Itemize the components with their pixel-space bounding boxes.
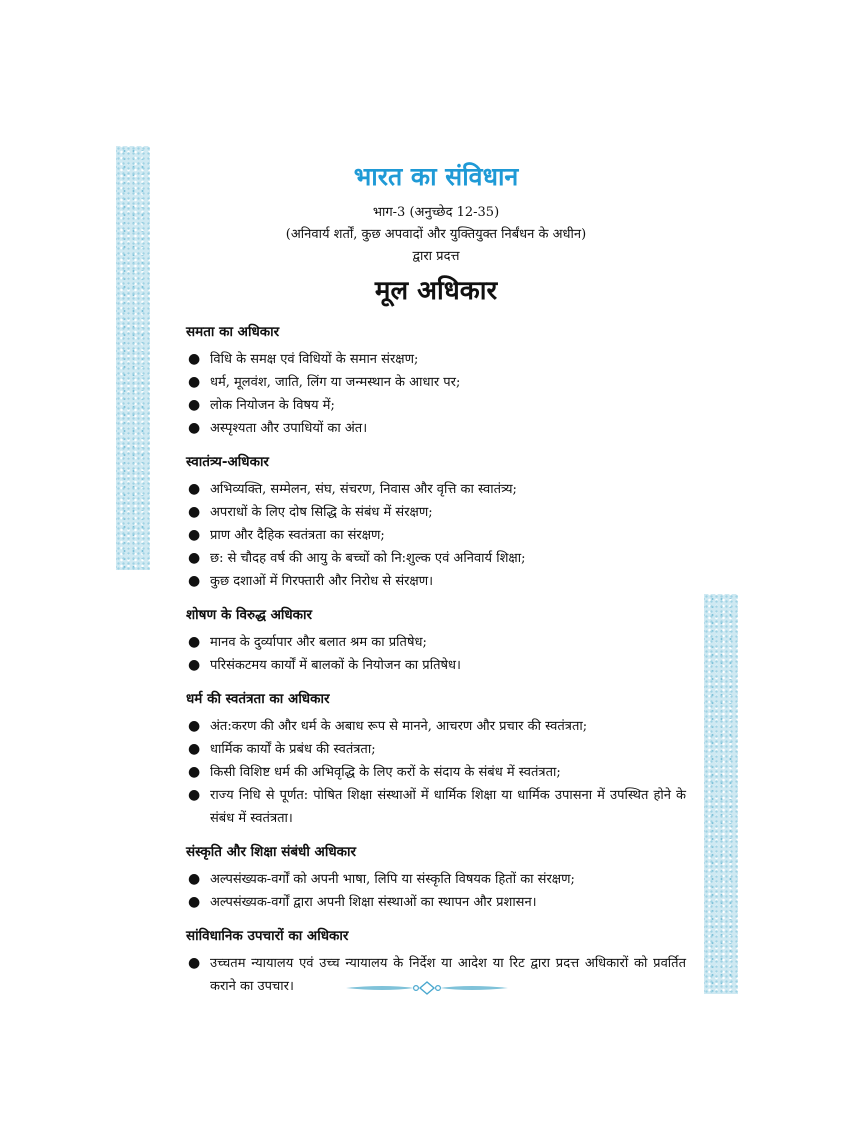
fundamental-rights-heading: मूल अधिकार (374, 276, 498, 306)
condition-note: (अनिवार्य शर्तों, कुछ अपवादों और युक्तियुक्त निर्बंधन के अधीन) (285, 227, 587, 242)
section-heading: स्वातंत्र्य-अधिकार (186, 454, 269, 470)
bullet-icon: ● (188, 787, 201, 803)
bullet-icon: ● (188, 481, 201, 497)
list-item-text: छ: से चौदह वर्ष की आयु के बच्चों को नि:शुल्क एवं अनिवार्य शिक्षा; (210, 551, 526, 566)
list-item (186, 524, 686, 547)
list-item (186, 761, 686, 784)
rights-list (186, 631, 686, 677)
list-item (186, 501, 686, 524)
list-item-text: राज्य निधि से पूर्णत: पोषित शिक्षा संस्थाओं में धार्मिक शिक्षा या धार्मिक उपासना में उपस्थित होने के संबंध में स्वतंत्रता। (210, 788, 686, 826)
list-item-text: परिसंकटमय कार्यों में बालकों के नियोजन का प्रतिषेध। (210, 658, 461, 673)
granted-by-text: द्वारा प्रदत्त (412, 249, 460, 264)
page-content (186, 160, 686, 1008)
list-item (186, 868, 686, 891)
rights-list (186, 478, 686, 593)
list-item (186, 547, 686, 570)
bullet-icon: ● (188, 741, 201, 757)
list-item (186, 417, 686, 440)
list-item (186, 570, 686, 593)
bullet-icon: ● (188, 397, 201, 413)
bullet-icon: ● (188, 955, 201, 971)
list-item (186, 654, 686, 677)
rights-sections (186, 320, 686, 998)
section-heading: संस्कृति और शिक्षा संबंधी अधिकार (186, 844, 357, 860)
section-heading: शोषण के विरुद्ध अधिकार (186, 607, 313, 623)
list-item (186, 348, 686, 371)
bullet-icon: ● (188, 634, 201, 650)
list-item-text: धर्म, मूलवंश, जाति, लिंग या जन्मस्थान के आधार पर; (210, 375, 461, 390)
list-item-text: अपराधों के लिए दोष सिद्धि के संबंध में संरक्षण; (210, 505, 433, 520)
bullet-icon: ● (188, 504, 201, 520)
decorative-strip-left (116, 146, 150, 570)
document-title: भारत का संविधान (353, 162, 519, 191)
list-item-text: किसी विशिष्ट धर्म की अभिवृद्धि के लिए करों के संदाय के संबंध में स्वतंत्रता; (210, 765, 561, 780)
list-item (186, 784, 686, 830)
part-reference: भाग-3 (अनुच्छेद 12-35) (372, 205, 500, 220)
list-item-text: अंत:करण की और धर्म के अबाध रूप से मानने, आचरण और प्रचार की स्वतंत्रता; (210, 719, 588, 734)
list-item-text: अस्पृश्यता और उपाधियों का अंत। (210, 421, 368, 436)
list-item (186, 371, 686, 394)
bullet-icon: ● (188, 718, 201, 734)
bullet-icon: ● (188, 871, 201, 887)
list-item (186, 738, 686, 761)
list-item-text: प्राण और दैहिक स्वतंत्रता का संरक्षण; (210, 528, 385, 543)
list-item (186, 631, 686, 654)
bullet-icon: ● (188, 527, 201, 543)
rights-list (186, 868, 686, 914)
rights-list (186, 348, 686, 440)
divider-ornament (344, 980, 510, 996)
list-item-text: लोक नियोजन के विषय में; (210, 398, 335, 413)
bullet-icon: ● (188, 764, 201, 780)
section-heading: सांविधानिक उपचारों का अधिकार (186, 928, 349, 944)
bullet-icon: ● (188, 573, 201, 589)
list-item-text: अल्पसंख्यक-वर्गों को अपनी भाषा, लिपि या संस्कृति विषयक हितों का संरक्षण; (210, 872, 575, 887)
list-item (186, 715, 686, 738)
list-item-text: अभिव्यक्ति, सम्मेलन, संघ, संचरण, निवास और वृत्ति का स्वातंत्र्य; (210, 482, 517, 497)
bullet-icon: ● (188, 351, 201, 367)
rights-list (186, 715, 686, 830)
list-item (186, 394, 686, 417)
section-heading: धर्म की स्वतंत्रता का अधिकार (186, 691, 330, 707)
bullet-icon: ● (188, 657, 201, 673)
bullet-icon: ● (188, 894, 201, 910)
section-heading: समता का अधिकार (186, 324, 280, 340)
list-item-text: उच्चतम न्यायालय एवं उच्च न्यायालय के निर्देश या आदेश या रिट द्वारा प्रदत्त अधिकारों को प्रवर्तित कराने का उपचार। (210, 956, 686, 994)
list-item-text: धार्मिक कार्यों के प्रबंध की स्वतंत्रता; (210, 742, 376, 757)
bullet-icon: ● (188, 374, 201, 390)
list-item-text: अल्पसंख्यक-वर्गों द्वारा अपनी शिक्षा संस्थाओं का स्थापन और प्रशासन। (210, 895, 537, 910)
list-item (186, 478, 686, 501)
list-item (186, 891, 686, 914)
decorative-strip-right (704, 594, 738, 994)
bullet-icon: ● (188, 550, 201, 566)
bullet-icon: ● (188, 420, 201, 436)
list-item-text: कुछ दशाओं में गिरफ्तारी और निरोध से संरक्षण। (210, 574, 434, 589)
list-item-text: विधि के समक्ष एवं विधियों के समान संरक्षण; (210, 352, 419, 367)
list-item-text: मानव के दुर्व्यापार और बलात श्रम का प्रतिषेध; (210, 635, 427, 650)
